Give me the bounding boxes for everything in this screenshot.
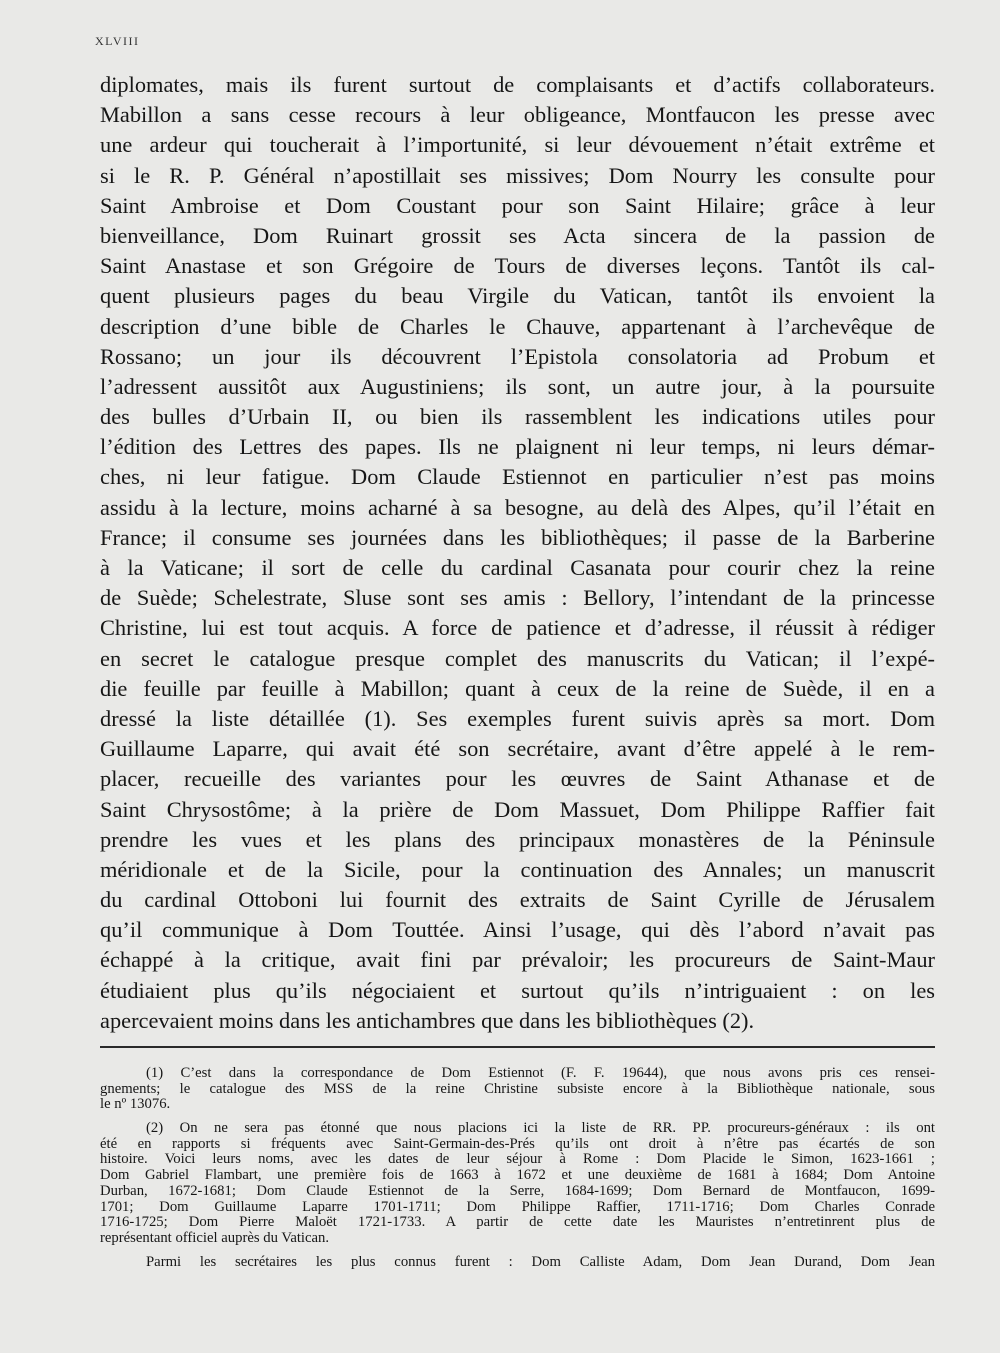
body-line: Christine, lui est tout acquis. A force de patience et d’adresse, il réussit à rédiger bbox=[100, 615, 935, 641]
page-folio: XLVIII bbox=[95, 34, 140, 48]
footnote-line: (1) C’est dans la correspondance de Dom Estiennot (F. F. 19644), que nous avons pris ces rensei- bbox=[146, 1066, 935, 1081]
body-line: die feuille par feuille à Mabillon; quant à ceux de la reine de Suède, il en a bbox=[100, 675, 935, 701]
body-line: diplomates, mais ils furent surtout de complaisants et d’actifs collaborateurs. bbox=[100, 72, 935, 97]
footnote-continuation-line: Parmi les secrétaires les plus connus furent : Dom Calliste Adam, Dom Jean Durand, Dom Jean bbox=[146, 1254, 935, 1270]
body-line: si le R. P. Général n’apostillait ses missives; Dom Nourry les consulte pour bbox=[100, 162, 935, 188]
body-line: Rossano; un jour ils découvrent l’Epistola consolatoria ad Probum et bbox=[100, 343, 935, 369]
footnote-line: été en rapports si fréquents avec Saint-Germain-des-Prés qu’ils ont droit à n’être pas écartés de son bbox=[100, 1136, 935, 1152]
body-line: bienveillance, Dom Ruinart grossit ses Acta sincera de la passion de bbox=[100, 222, 935, 248]
body-line: l’adressent aussitôt aux Augustiniens; ils sont, un autre jour, à la poursuite bbox=[100, 373, 935, 399]
body-line: Mabillon a sans cesse recours à leur obligeance, Montfaucon les presse avec bbox=[100, 102, 935, 128]
main-text bbox=[100, 70, 935, 1036]
footnote-line: (2) On ne sera pas étonné que nous placions ici la liste de RR. PP. procureurs-généraux : ils ont bbox=[146, 1121, 935, 1137]
body-line: échappé à la critique, avait fini par prévaloir; les procureurs de Saint-Maur bbox=[100, 947, 935, 973]
footnote-2 bbox=[100, 1121, 935, 1247]
body-line: l’édition des Lettres des papes. Ils ne plaignent ni leur temps, ni leurs démar- bbox=[100, 434, 935, 460]
footnote-line: histoire. Voici leurs noms, avec les dates de leur séjour à Rome : Dom Placide le Simon, 1623-1661 ; bbox=[100, 1152, 935, 1168]
body-line: méridionale et de la Sicile, pour la continuation des Annales; un manuscrit bbox=[100, 856, 935, 882]
body-line: assidu à la lecture, moins acharné à sa besogne, au delà des Alpes, qu’il l’était en bbox=[100, 494, 935, 520]
footnotes bbox=[100, 1066, 935, 1270]
footnote-separator-rule bbox=[100, 1046, 935, 1048]
footnote-1 bbox=[100, 1066, 935, 1113]
body-line: du cardinal Ottoboni lui fournit des extraits de Saint Cyrille de Jérusalem bbox=[100, 887, 935, 913]
body-line: ches, ni leur fatigue. Dom Claude Estiennot en particulier n’est pas moins bbox=[100, 464, 935, 490]
body-line: quent plusieurs pages du beau Virgile du Vatican, tantôt ils envoient la bbox=[100, 283, 935, 309]
body-line: apercevaient moins dans les antichambres que dans les bibliothèques (2). bbox=[100, 1007, 755, 1033]
body-line: France; il consume ses journées dans les bibliothèques; il passe de la Barberine bbox=[100, 524, 935, 550]
body-line: Saint Ambroise et Dom Coustant pour son Saint Hilaire; grâce à leur bbox=[100, 192, 935, 218]
footnote-line: 1716-1725; Dom Pierre Maloët 1721-1733. A partir de cette date les Mauristes n’entretinrent plus de bbox=[100, 1215, 935, 1231]
body-line: à la Vaticane; il sort de celle du cardinal Casanata pour courir chez la reine bbox=[100, 555, 935, 580]
body-line: placer, recueille des variantes pour les œuvres de Saint Athanase et de bbox=[100, 766, 935, 792]
body-line: des bulles d’Urbain II, ou bien ils rassemblent les indications utiles pour bbox=[100, 404, 935, 430]
body-line: description d’une bible de Charles le Chauve, appartenant à l’archevêque de bbox=[100, 313, 935, 339]
body-line: prendre les vues et les plans des principaux monastères de la Péninsule bbox=[100, 826, 935, 852]
body-line: qu’il communique à Dom Touttée. Ainsi l’usage, qui dès l’abord n’avait pas bbox=[100, 917, 935, 943]
body-line: une ardeur qui toucherait à l’importunité, si leur dévouement n’était extrême et bbox=[100, 132, 935, 158]
footnote-line: Dom Gabriel Flambart, une première fois de 1663 à 1672 et une deuxième de 1681 à 1684; Dom Antoine bbox=[100, 1168, 935, 1184]
body-line: de Suède; Schelestrate, Sluse sont ses amis : Bellory, l’intendant de la princesse bbox=[100, 585, 935, 611]
footnote-line: le nº 13076. bbox=[100, 1097, 171, 1113]
footnote-line: 1701; Dom Guillaume Laparre 1701-1711; Dom Philippe Raffier, 1711-1716; Dom Charles Conrade bbox=[100, 1199, 935, 1215]
footnote-line: gnements; le catalogue des MSS de la reine Christine subsiste encore à la Bibliothèque nationale, sous bbox=[100, 1081, 935, 1097]
body-line: Guillaume Laparre, qui avait été son secrétaire, avant d’être appelé à le rem- bbox=[100, 736, 935, 762]
body-line: Saint Chrysostôme; à la prière de Dom Massuet, Dom Philippe Raffier fait bbox=[100, 796, 935, 822]
footnote-line: Durban, 1672-1681; Dom Claude Estiennot de la Serre, 1684-1699; Dom Bernard de Montfaucon, 1699- bbox=[100, 1183, 935, 1199]
body-line: dressé la liste détaillée (1). Ses exemples furent suivis après sa mort. Dom bbox=[100, 705, 935, 731]
body-line: étudiaient plus qu’ils négociaient et surtout qu’ils n’intriguaient : on les bbox=[100, 977, 935, 1003]
footnote-line: représentant officiel auprès du Vatican. bbox=[100, 1230, 330, 1246]
body-line: en secret le catalogue presque complet des manuscrits du Vatican; il l’expé- bbox=[100, 645, 935, 671]
body-line: Saint Anastase et son Grégoire de Tours de diverses leçons. Tantôt ils cal- bbox=[100, 253, 935, 279]
